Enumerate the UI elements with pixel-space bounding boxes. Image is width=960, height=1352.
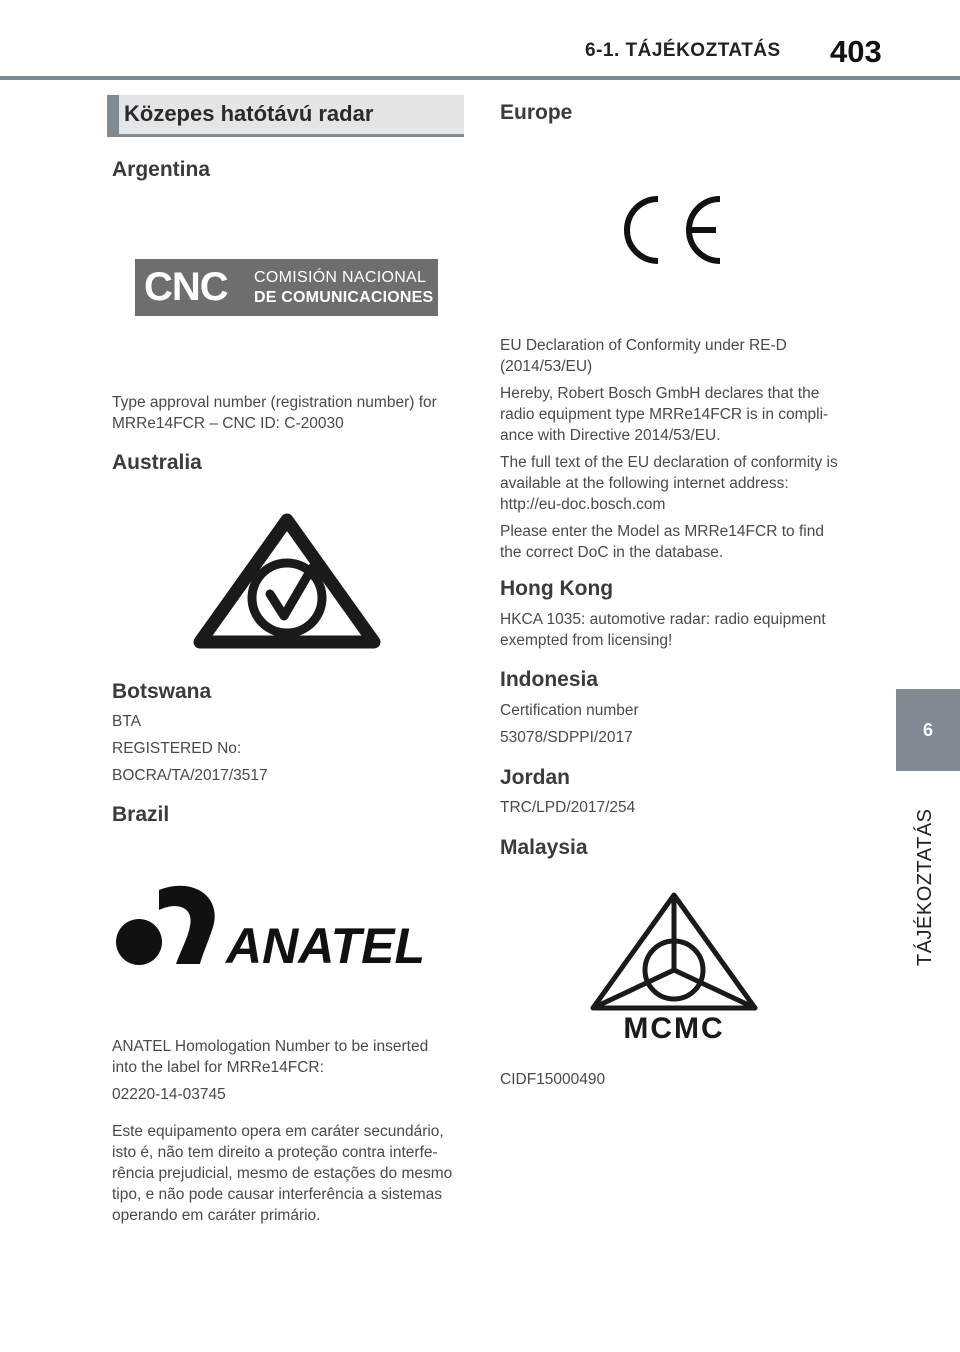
europe-p2: Hereby, Robert Bosch GmbH declares that the radio equipment type MRRe14FCR is in compli-ance with Directive 2014/53/EU. <box>500 385 829 444</box>
section-title-bar <box>107 95 464 137</box>
europe-p4: Please enter the Model as MRRe14FCR to find the correct DoC in the database. <box>500 523 824 561</box>
chapter-side-label <box>914 786 938 966</box>
indonesia-line1: Certification number <box>500 702 639 719</box>
argentina-text: Type approval number (registration number) for MRRe14FCR – CNC ID: C-20030 <box>112 394 437 432</box>
heading-brazil: Brazil <box>112 803 170 826</box>
heading-indonesia: Indonesia <box>500 668 599 691</box>
rcm-compliance-logo <box>190 510 384 654</box>
heading-botswana: Botswana <box>112 680 212 703</box>
header-rule <box>0 76 960 80</box>
page-number: 403 <box>830 34 882 69</box>
malaysia-line1: CIDF15000490 <box>500 1071 606 1088</box>
botswana-line3: BOCRA/TA/2017/3517 <box>112 767 268 784</box>
hong-kong-text: HKCA 1035: automotive radar: radio equipment exempted from licensing! <box>500 611 826 649</box>
ce-mark-logo <box>622 193 724 267</box>
mcmc-logo <box>585 890 763 1042</box>
anatel-logo <box>114 880 450 970</box>
chapter-title: 6-1. TÁJÉKOZTATÁS <box>585 40 781 61</box>
cnc-logo-line2: DE COMUNICACIONES <box>254 289 434 306</box>
heading-europe: Europe <box>500 101 573 124</box>
heading-australia: Australia <box>112 451 202 474</box>
europe-p1: EU Declaration of Conformity under RE-D (2014/53/EU) <box>500 337 787 375</box>
europe-p3: The full text of the EU declaration of conformity is available at the following internet address: http://eu-doc.bosch.com <box>500 454 838 513</box>
heading-jordan: Jordan <box>500 766 571 789</box>
heading-malaysia: Malaysia <box>500 836 588 859</box>
indonesia-line2: 53078/SDPPI/2017 <box>500 729 633 746</box>
botswana-line1: BTA <box>112 713 141 730</box>
mcmc-logo-text: MCMC <box>623 1012 725 1042</box>
chapter-side-label-text: TÁJÉKOZTATÁS <box>914 808 936 966</box>
heading-hong-kong: Hong Kong <box>500 577 614 600</box>
brazil-number: 02220-14-03745 <box>112 1086 226 1103</box>
section-title: Közepes hatótávú radar <box>124 101 374 126</box>
brazil-text2: Este equipamento opera em caráter secundário, isto é, não tem direito a proteção contra interfe-rência prejudicial, mesmo de estações do mesmo tipo, e não pode causar interferência a sistemas operando em caráter primário. <box>112 1123 453 1224</box>
cnc-logo-abbr: CNC <box>144 265 228 309</box>
anatel-logo-text: ANATEL <box>226 918 426 970</box>
chapter-tab: 6 <box>896 689 960 771</box>
cnc-logo <box>135 259 438 316</box>
heading-argentina: Argentina <box>112 158 211 181</box>
cnc-logo-line1: COMISIÓN NACIONAL <box>254 269 427 286</box>
jordan-line1: TRC/LPD/2017/254 <box>500 799 636 816</box>
section-accent <box>107 95 119 137</box>
brazil-text1: ANATEL Homologation Number to be inserted into the label for MRRe14FCR: <box>112 1038 429 1076</box>
botswana-line2: REGISTERED No: <box>112 740 242 757</box>
